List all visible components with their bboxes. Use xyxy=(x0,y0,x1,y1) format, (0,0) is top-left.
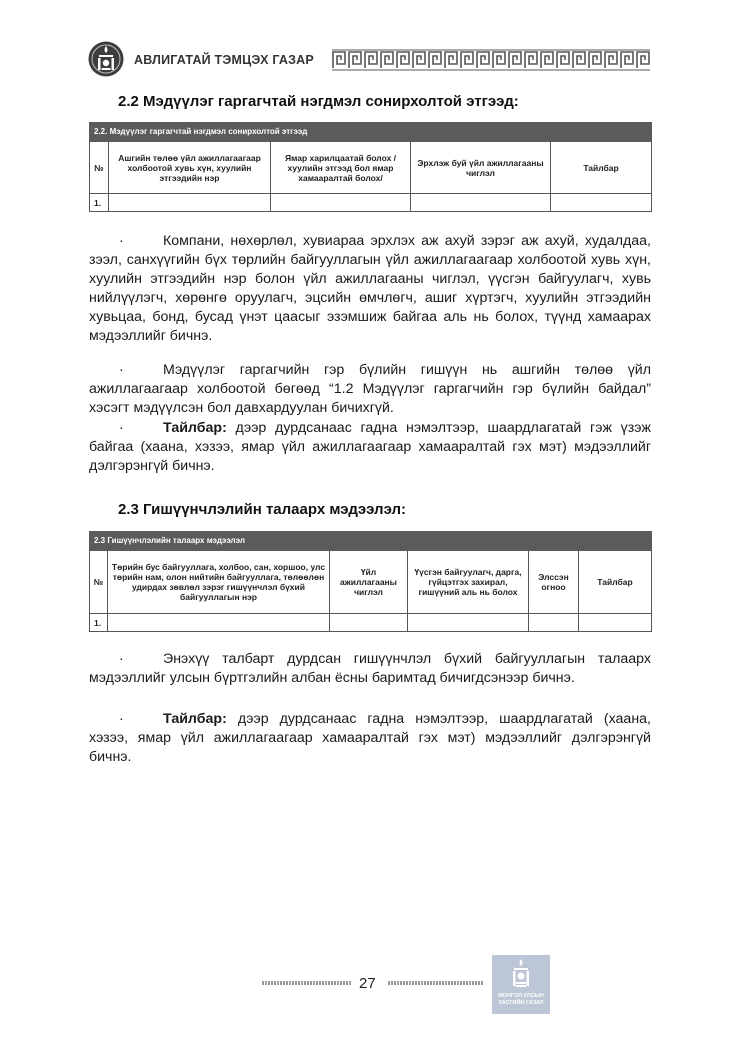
bold-label: Тайлбар: xyxy=(163,420,227,436)
column-header: Ямар харилцаатай болох /хуулийн этгээд бол ямар хамааралтай болох/ xyxy=(271,142,411,194)
gov-logo-text: ЗАСГИЙН ГАЗАР xyxy=(498,1000,544,1006)
bullet: · xyxy=(119,362,124,378)
column-header: Эрхлэж буй үйл ажиллагааны чиглэл xyxy=(411,142,551,194)
page-number: 27 xyxy=(359,975,376,992)
bold-label: Тайлбар: xyxy=(163,711,227,727)
bullet: · xyxy=(119,233,124,249)
soyombo-icon xyxy=(511,959,531,989)
footer-rule-right xyxy=(388,981,483,985)
paragraph-text: Мэдүүлэг гаргагчийн гэр бүлийн гишүүн нь ашгийн төлөө үйл ажиллагаагаар холбоотой бөгөөд “1.2 Мэдүүлэг гаргагчийн гэр бүлийн байдал” хэсэгт мэдүүлсэн бол давхардуулан бичихгүй. xyxy=(89,362,651,416)
ornamental-border xyxy=(332,49,650,71)
row-number: 1. xyxy=(90,194,109,212)
column-header: Ашгийн төлөө үйл ажиллагаагаар холбоотой хувь хүн, хуулийн этгээдийн нэр xyxy=(109,142,271,194)
paragraph xyxy=(89,232,651,346)
paragraph xyxy=(89,710,651,767)
government-logo xyxy=(492,955,550,1014)
column-header: Тайлбар xyxy=(551,142,652,194)
column-header: Төрийн бус байгууллага, холбоо, сан, хоршоо, улс төрийн нам, олон нийтийн байгууллага, төлөөлөн удирдах зөвлөл зэрэг гишүүнчлэл бүхий байгууллагын нэр xyxy=(108,551,330,614)
paragraph-text: Компани, нөхөрлөл, хувиараа эрхлэх аж ахуй зэрэг аж ахуй, худалдаа, зээл, санхүүгийн бүх төрлийн байгууллагын үйл ажиллагаагаар холбоотой хувь хүн, хуулийн этгээдийн нэр болон үйл ажиллагааны чиглэл, үүсгэн байгуулагч, хувь нийлүүлэгч, хөрөнгө оруулагч, эцсийн өмчлөгч, ашиг хүртэгч, хуулийн этгээдийн хувьцаа, бонд, бусад үнэт цаасыг эзэмшиж байгаа аль нь болох, түүнд хамаарах мэдээллийг бичнэ. xyxy=(89,233,651,344)
soyombo-emblem-icon xyxy=(88,40,124,78)
table-cell xyxy=(529,614,579,632)
column-header: № xyxy=(90,551,108,614)
organization-name: АВЛИГАТАЙ ТЭМЦЭХ ГАЗАР xyxy=(134,53,314,67)
membership-table xyxy=(89,531,652,632)
table-cell xyxy=(109,194,271,212)
paragraph xyxy=(89,419,651,476)
bullet: · xyxy=(119,711,124,727)
interest-table xyxy=(89,122,652,212)
table-cell xyxy=(330,614,408,632)
column-header: Элссэн огноо xyxy=(529,551,579,614)
gov-logo-text: МОНГОЛ УЛСЫН xyxy=(498,993,544,999)
table-caption: 2.2. Мэдүүлэг гаргагчтай нэгдмэл сонирхолтой этгээд xyxy=(90,123,652,142)
column-header: Үүсгэн байгуулагч, дарга, гүйцэтгэх захирал, гишүүний аль нь болох xyxy=(408,551,529,614)
column-header: Тайлбар xyxy=(579,551,652,614)
column-header: Үйл ажиллагааны чиглэл xyxy=(330,551,408,614)
footer-rule-left xyxy=(262,981,352,985)
section-heading: 2.3 Гишүүнчлэлийн талаарх мэдээлэл: xyxy=(118,501,407,518)
paragraph xyxy=(89,650,651,688)
paragraph-text: дээр дурдсанаас гадна нэмэлтээр, шаардлагатай (хаана, хэзээ, ямар үйл ажиллагаагаар хамааралтай гэх мэт) мэдээллийг дэлгэрэнгүй бичнэ. xyxy=(89,711,651,765)
table-row xyxy=(90,194,652,212)
row-number: 1. xyxy=(90,614,108,632)
table-caption: 2.3 Гишүүнчлэлийн талаарх мэдээлэл xyxy=(90,532,652,551)
bullet: · xyxy=(119,651,124,667)
table-cell xyxy=(271,194,411,212)
table-cell xyxy=(579,614,652,632)
table-cell xyxy=(408,614,529,632)
column-header: № xyxy=(90,142,109,194)
section-heading: 2.2 Мэдүүлэг гаргагчтай нэгдмэл сонирхолтой этгээд: xyxy=(118,93,519,110)
table-row xyxy=(90,614,652,632)
paragraph xyxy=(89,361,651,418)
table-cell xyxy=(108,614,330,632)
table-cell xyxy=(411,194,551,212)
paragraph-text: дээр дурдсанаас гадна нэмэлтээр, шаардлагатай гэж үзэж байгаа (хаана, хэзээ, ямар үйл ажиллагаагаар хамааралтай гэх мэт) мэдээллийг дэлгэрэнгүй бичнэ. xyxy=(89,420,651,474)
bullet: · xyxy=(119,420,124,436)
paragraph-text: Энэхүү талбарт дурдсан гишүүнчлэл бүхий байгууллагын талаарх мэдээллийг улсын бүртгэлийн албан ёсны баримтад бичигдсэнээр бичнэ. xyxy=(89,651,651,686)
table-cell xyxy=(551,194,652,212)
page-header xyxy=(88,40,648,82)
